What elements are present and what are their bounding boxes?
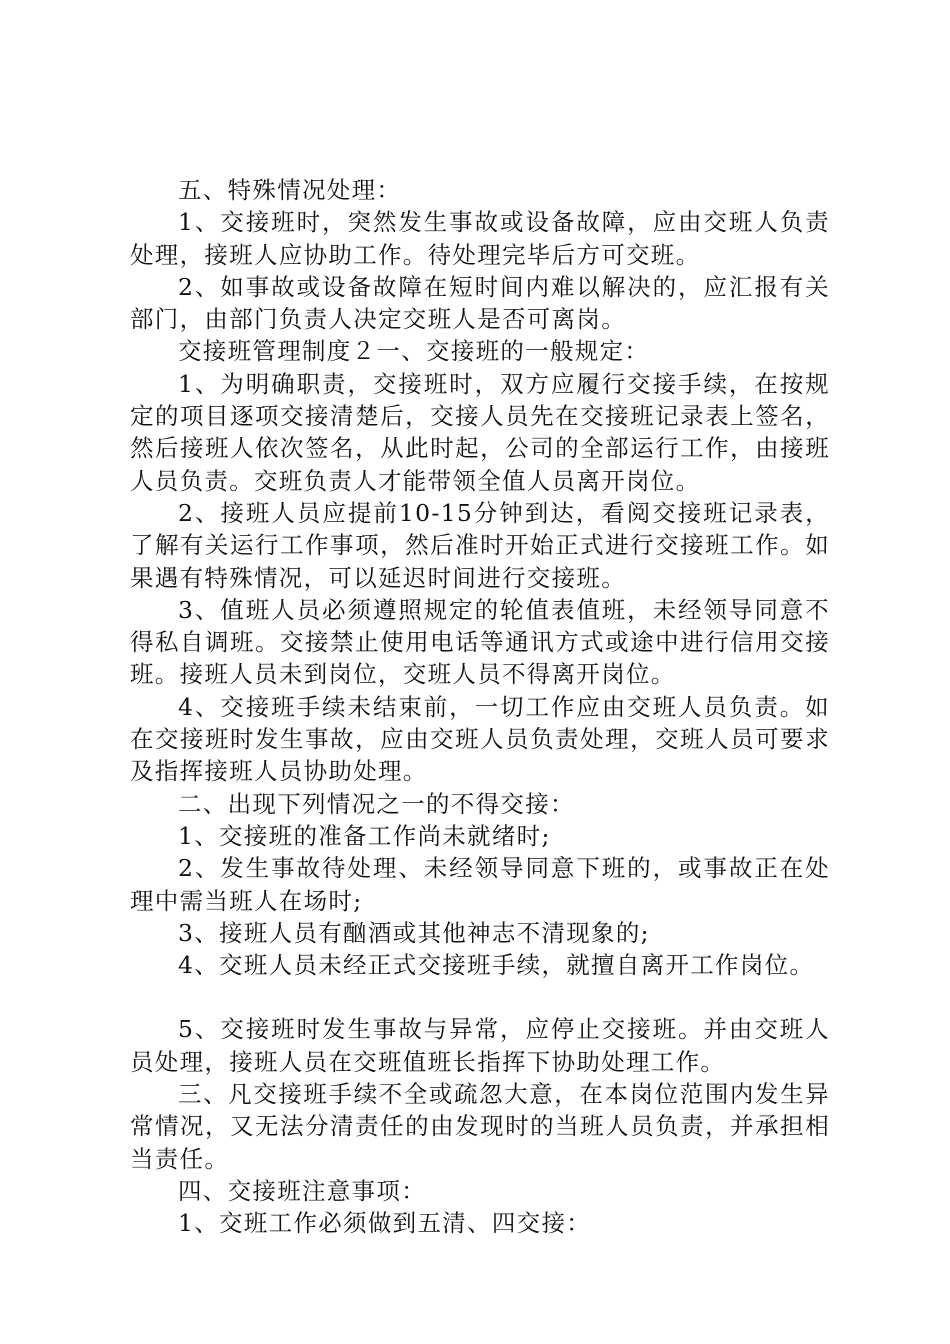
list-item: 2、发生事故待处理、未经领导同意下班的，或事故正在处理中需当班人在场时; [130,854,830,915]
list-item: 3、接班人员有酗酒或其他神志不清现象的; [178,918,650,947]
document-body [130,174,830,1240]
list-item: 4、交班人员未经正式交接班手续，就擅自离开工作岗位。 [178,951,815,980]
paragraph: 1、为明确职责，交接班时，双方应履行交接手续，在按规定的项目逐项交接清楚后，交接人员先在交接班记录表上签名，然后接班人依次签名，从此时起，公司的全部运行工作，由接班人员负责。交班负责人才能带领全值人员离开岗位。 [130,369,830,495]
section-heading-special-handling: 五、特殊情况处理： [178,176,402,204]
list-item: 1、交班工作必须做到五清、四交接： [178,1209,592,1238]
paragraph: 3、值班人员必须遵照规定的轮值表值班，未经领导同意不得私自调班。交接禁止使用电话等通讯方式或途中进行信用交接班。接班人员未到岗位，交班人员不得离开岗位。 [130,595,830,689]
paragraph: 2、如事故或设备故障在短时间内难以解决的，应汇报有关部门，由部门负责人决定交班人是否可离岗。 [130,272,830,334]
section-heading-notes: 四、交接班注意事项： [178,1176,426,1205]
list-item: 1、交接班的准备工作尚未就绪时; [178,821,551,850]
paragraph: 2、接班人员应提前10-15分钟到达，看阅交接班记录表，了解有关运行工作事项，然后准时开始正式进行交接班工作。如果遇有特殊情况，可以延迟时间进行交接班。 [130,498,830,592]
paragraph: 4、交接班手续未结束前，一切工作应由交班人员负责。如在交接班时发生事故，应由交班人员负责处理，交班人员可要求及指挥接班人员协助处理。 [130,692,830,786]
paragraph: 1、交接班时，突然发生事故或设备故障，应由交班人负责处理，接班人应协助工作。待处理完毕后方可交班。 [130,208,830,269]
section-heading-general-rules: 交接班管理制度２一、交接班的一般规定： [178,337,650,366]
section-heading-responsibility: 三、凡交接班手续不全或疏忽大意，在本岗位范围内发生异常情况，又无法分清责任的由发现时的当班人员负责，并承担相当责任。 [130,1080,830,1173]
list-item: 5、交接班时发生事故与异常，应停止交接班。并由交班人员处理，接班人员在交班值班长指挥下协助处理工作。 [130,1015,830,1076]
section-heading-no-handover: 二、出现下列情况之一的不得交接： [178,789,575,818]
